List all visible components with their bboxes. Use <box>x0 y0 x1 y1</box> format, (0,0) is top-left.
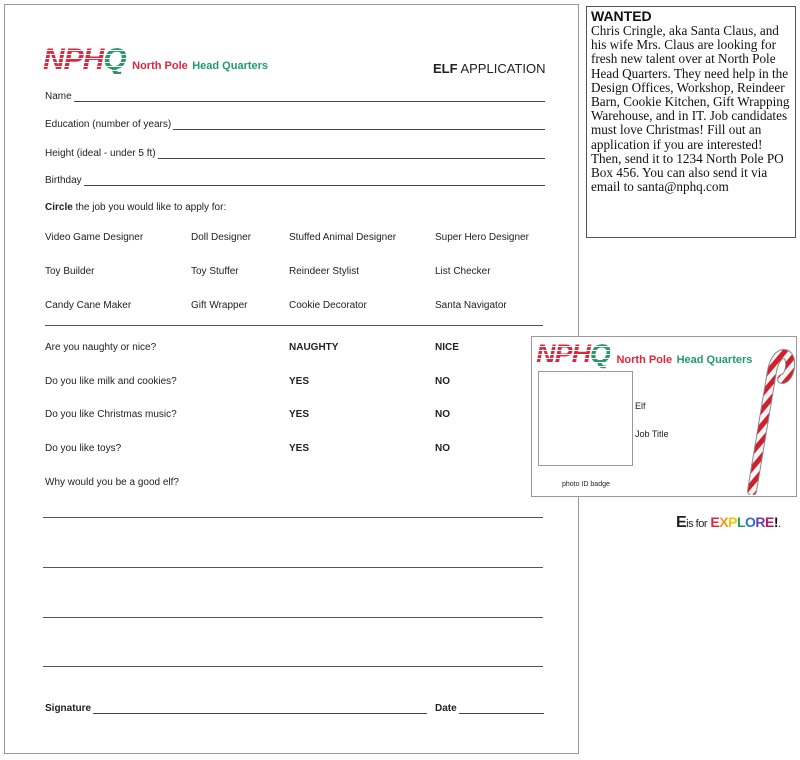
explore-letter: R <box>755 514 766 530</box>
logo-head-quarters: Head Quarters <box>676 354 753 366</box>
wanted-body: Chris Cringle, aka Santa Claus, and his wife Mrs. Claus are looking for fresh new talent over at North Pole Head Quarters. They need help in the Design Offices, Workshop, Reindeer Barn, Cookie Kitchen, Gift Wrapping Warehouse, and in IT. Job candidates must love Christmas! Fill out an application if you are interested! Then, send it to 1234 North Pole PO Box 456. You can also send it via email to santa@nphq.com <box>591 23 790 195</box>
question-christmas-music: Do you like Christmas music? <box>45 409 177 420</box>
section-divider <box>45 325 543 326</box>
answer-line[interactable] <box>43 567 543 568</box>
answer-yes[interactable]: YES <box>289 409 310 420</box>
height-field[interactable]: Height (ideal - under 5 ft) <box>45 148 545 159</box>
date-field[interactable]: Date <box>435 703 544 714</box>
job-option[interactable]: Doll Designer <box>191 232 252 243</box>
job-option[interactable]: Gift Wrapper <box>191 300 248 311</box>
answer-line[interactable] <box>43 517 543 518</box>
answer-yes[interactable]: YES <box>289 376 310 387</box>
job-option[interactable]: Video Game Designer <box>45 232 144 243</box>
answer-naughty[interactable]: NAUGHTY <box>289 342 339 353</box>
job-option[interactable]: List Checker <box>435 266 491 277</box>
logo-mark: NPHQ <box>536 339 611 369</box>
photo-id-badge <box>531 336 797 497</box>
explore-letter: E <box>710 514 720 530</box>
candy-cane-icon <box>738 341 796 495</box>
job-option[interactable]: Stuffed Animal Designer <box>289 232 397 243</box>
wanted-notice <box>586 6 796 238</box>
explore-letter: ! <box>773 514 779 530</box>
job-option[interactable]: Candy Cane Maker <box>45 300 132 311</box>
circle-instruction: Circle the job you would like to apply for: <box>45 202 227 213</box>
logo-head-quarters: Head Quarters <box>192 60 269 72</box>
job-option[interactable]: Toy Builder <box>45 266 95 277</box>
job-option[interactable]: Santa Navigator <box>435 300 507 311</box>
explore-letter: L <box>736 514 745 530</box>
wanted-heading: WANTED <box>591 8 652 24</box>
badge-elf-label: Elf <box>635 401 646 411</box>
logo-mark: NPHQ <box>43 43 126 76</box>
explore-tagline: Eis for EXPLORE!. <box>676 514 781 531</box>
explore-letter: E <box>765 514 774 530</box>
answer-line[interactable] <box>43 666 543 667</box>
job-option[interactable]: Reindeer Stylist <box>289 266 360 277</box>
answer-no[interactable]: NO <box>435 443 450 454</box>
nphq-logo <box>43 43 268 77</box>
logo-north-pole: North Pole <box>132 60 188 72</box>
education-field[interactable]: Education (number of years) <box>45 119 545 130</box>
photo-caption: photo ID badge <box>562 481 610 488</box>
nphq-logo <box>536 339 752 370</box>
answer-line[interactable] <box>43 617 543 618</box>
explore-letter: P <box>728 514 737 530</box>
elf-application-form <box>4 4 579 754</box>
answer-nice[interactable]: NICE <box>435 342 459 353</box>
photo-frame[interactable] <box>538 371 633 466</box>
question-naughty-nice: Are you naughty or nice? <box>45 342 157 353</box>
form-title: ELF APPLICATION <box>433 61 546 76</box>
job-option[interactable]: Toy Stuffer <box>191 266 239 277</box>
question-toys: Do you like toys? <box>45 443 122 454</box>
badge-job-title-label: Job Title <box>635 429 669 439</box>
answer-yes[interactable]: YES <box>289 443 310 454</box>
name-field[interactable]: Name <box>45 91 545 102</box>
signature-field[interactable]: Signature <box>45 703 427 714</box>
answer-no[interactable]: NO <box>435 376 450 387</box>
explore-letter: X <box>719 514 729 530</box>
explore-letter: O <box>745 514 756 530</box>
logo-north-pole: North Pole <box>616 354 673 366</box>
job-option[interactable]: Super Hero Designer <box>435 232 529 243</box>
explore-word <box>710 514 778 530</box>
question-good-elf: Why would you be a good elf? <box>45 477 179 488</box>
birthday-field[interactable]: Birthday <box>45 175 545 186</box>
job-option[interactable]: Cookie Decorator <box>289 300 367 311</box>
question-milk-cookies: Do you like milk and cookies? <box>45 376 177 387</box>
answer-no[interactable]: NO <box>435 409 450 420</box>
